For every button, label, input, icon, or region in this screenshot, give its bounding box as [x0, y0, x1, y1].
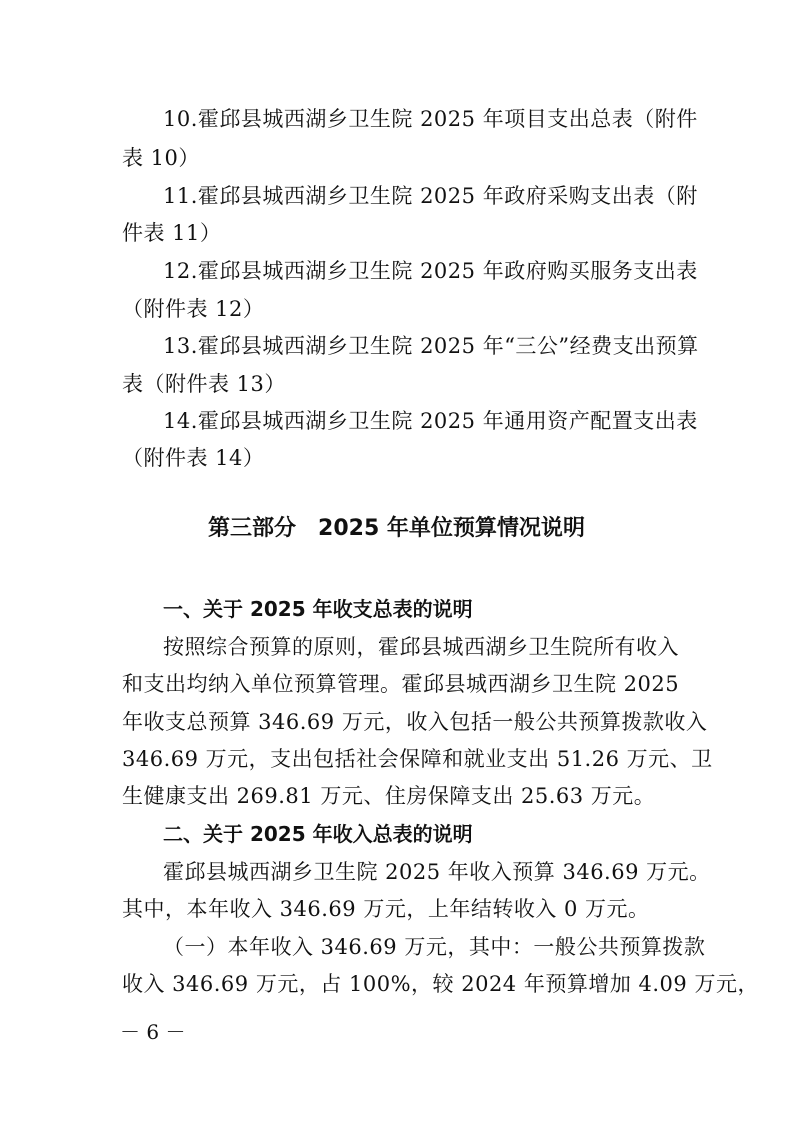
toc-item-14-line1: 14.霍邱县城西湖乡卫生院 2025 年通用资产配置支出表: [163, 409, 698, 433]
section2-title: 二、关于 2025 年收入总表的说明: [163, 822, 473, 846]
toc-item-10-line1: 10.霍邱县城西湖乡卫生院 2025 年项目支出总表（附件: [163, 107, 698, 131]
toc-item-10-line2: 表 10）: [122, 146, 200, 170]
toc-item-11-line1: 11.霍邱县城西湖乡卫生院 2025 年政府采购支出表（附: [163, 184, 698, 208]
section2-line: （一）本年收入 346.69 万元，其中：一般公共预算拨款: [163, 935, 706, 959]
section2-line: 收入 346.69 万元，占 100%，较 2024 年预算增加 4.09 万元，: [122, 972, 759, 996]
toc-item-11-line2: 件表 11）: [122, 221, 222, 245]
toc-item-13-line2: 表（附件表 13）: [122, 372, 286, 396]
toc-item-13-line1: 13.霍邱县城西湖乡卫生院 2025 年“三公”经费支出预算: [163, 334, 699, 358]
section1-line: 和支出均纳入单位预算管理。霍邱县城西湖乡卫生院 2025: [122, 672, 680, 696]
part-heading: 第三部分 2025 年单位预算情况说明: [208, 516, 585, 541]
section2-line: 其中，本年收入 346.69 万元，上年结转收入 0 万元。: [122, 897, 650, 921]
section1-line: 生健康支出 269.81 万元、住房保障支出 25.63 万元。: [122, 784, 656, 808]
toc-item-12-line1: 12.霍邱县城西湖乡卫生院 2025 年政府购买服务支出表: [163, 259, 698, 283]
toc-item-12-line2: （附件表 12）: [122, 297, 265, 321]
page-number: － 6 －: [120, 1020, 186, 1044]
section1-line: 按照综合预算的原则，霍邱县城西湖乡卫生院所有收入: [163, 635, 679, 659]
section2-line: 霍邱县城西湖乡卫生院 2025 年收入预算 346.69 万元。: [163, 860, 711, 884]
section1-line: 年收支总预算 346.69 万元，收入包括一般公共预算拨款收入: [122, 710, 708, 734]
toc-item-14-line2: （附件表 14）: [122, 446, 265, 470]
section1-line: 346.69 万元，支出包括社会保障和就业支出 51.26 万元、卫: [122, 747, 713, 771]
section1-title: 一、关于 2025 年收支总表的说明: [163, 597, 473, 621]
